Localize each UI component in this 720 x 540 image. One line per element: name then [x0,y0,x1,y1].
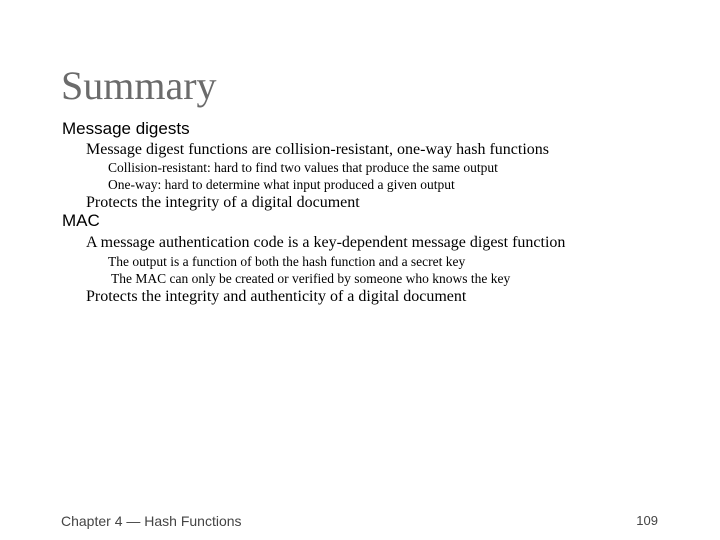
sub-bullet-collision-resistant: Collision-resistant: hard to find two values that produce the same output [108,160,498,175]
footer-chapter: Chapter 4 — Hash Functions [61,513,242,529]
section-heading-mac: MAC [62,211,100,230]
sub-bullet-mac-output: The output is a function of both the hash function and a secret key [108,254,466,269]
sub-bullet-one-way: One-way: hard to determine what input produced a given output [108,177,455,192]
slide-title: Summary [61,63,217,108]
bullet-mac-definition: A message authentication code is a key-dependent message digest function [86,234,566,251]
bullet-digest-definition: Message digest functions are collision-resistant, one-way hash functions [86,141,549,158]
page-number: 109 [636,513,658,528]
sub-bullet-mac-key: The MAC can only be created or verified by someone who knows the key [111,271,511,286]
section-heading-message-digests: Message digests [62,119,190,138]
bullet-digest-integrity: Protects the integrity of a digital document [86,194,360,211]
bullet-mac-integrity-authenticity: Protects the integrity and authenticity of a digital document [86,288,467,305]
